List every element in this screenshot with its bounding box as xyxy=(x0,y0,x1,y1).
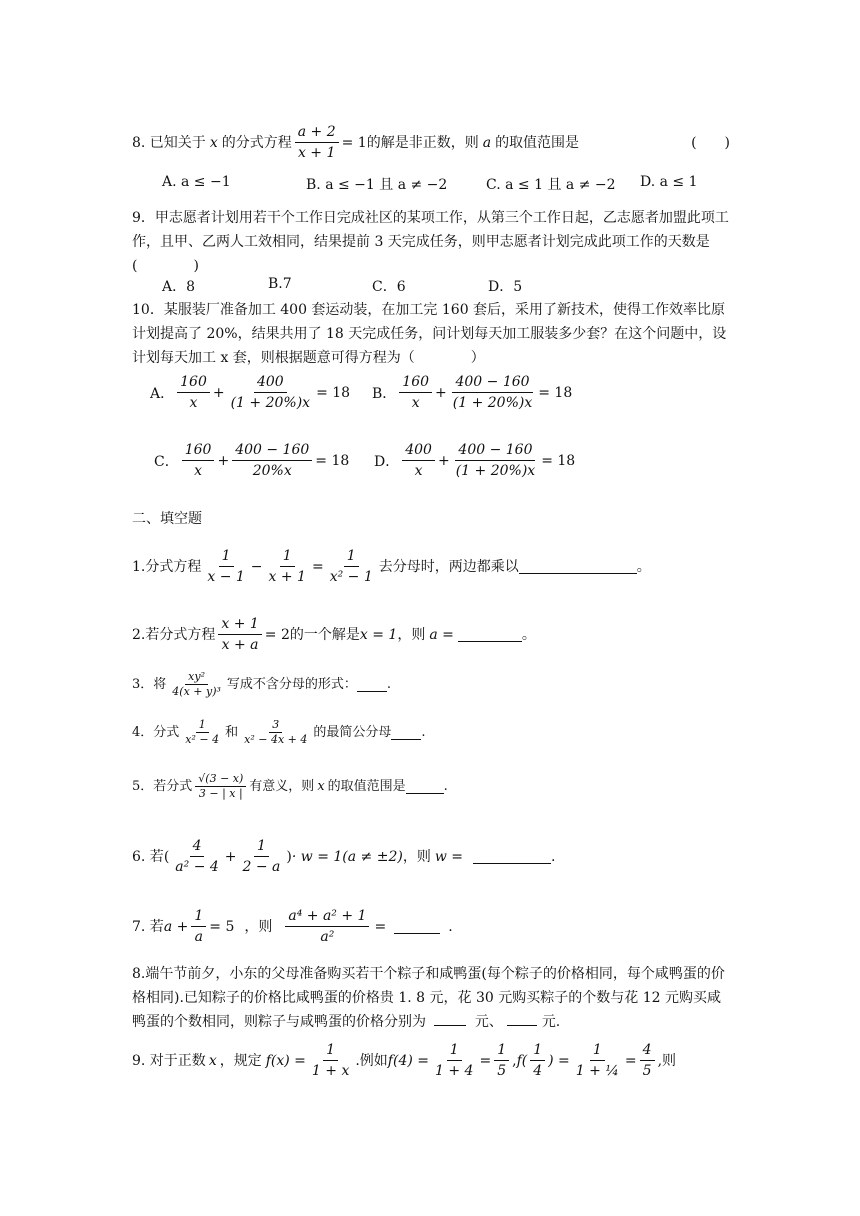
fill-question-3 xyxy=(132,670,730,699)
f4-a-den: x² − 4 xyxy=(185,733,220,746)
q10-b-f2d: (1 + 20%)x xyxy=(452,395,533,411)
f9-eq2: = xyxy=(624,1052,637,1069)
f4-b-den: x² − 4x + 4 xyxy=(244,733,308,746)
f6-b-num: 1 xyxy=(254,836,269,857)
q10-c-f1d: x xyxy=(194,463,203,479)
f9-frac-def xyxy=(309,1040,352,1081)
f6-open-paren: ( xyxy=(163,848,170,865)
f4-prefix: 4．分式 xyxy=(132,724,180,740)
q10-b-rhs: = 18 xyxy=(538,384,573,401)
f7-d1: a xyxy=(194,929,203,945)
f5-frac xyxy=(195,772,246,801)
f9-d4: 5 xyxy=(642,1063,652,1079)
f1-answer-blank[interactable] xyxy=(519,559,637,574)
q8-post2: 的取值范围是 xyxy=(495,134,580,151)
f7-prefix: 7. 若 xyxy=(132,918,164,935)
f3-end: . xyxy=(386,676,392,692)
f2-answer-var: a = xyxy=(429,626,454,643)
f9-prefix: 9. 对于正数 xyxy=(132,1052,206,1069)
f9-sep: , xyxy=(512,1052,517,1069)
q10-b-f2n: 400 − 160 xyxy=(452,372,532,393)
f2-mid: 的一个解是 xyxy=(289,626,360,643)
q9-option-d: D．5 xyxy=(488,279,523,295)
f2-mid2: ，则 xyxy=(397,626,426,643)
f6-end: . xyxy=(551,848,556,865)
f3-num: xy² xyxy=(185,670,208,685)
q8-var-a: a xyxy=(482,134,492,151)
f7-eq5: = 5 xyxy=(209,918,235,935)
q8-option-c: C. a ≤ 1 且 a ≠ −2 xyxy=(486,177,616,193)
f3-answer-blank[interactable] xyxy=(357,677,387,692)
q10-option-c: C． 160 x + $\frac{400 - 160}{20\%x}$ = 18 xyxy=(154,442,350,479)
f2-num: x + 1 xyxy=(218,614,261,635)
f3-prefix: 3．将 xyxy=(132,676,167,692)
f9-end: ,则 xyxy=(657,1052,677,1069)
q10-c-f1n: 160 xyxy=(182,440,215,461)
f1-frac-a xyxy=(204,546,247,587)
fill-question-2 xyxy=(132,614,730,655)
f7-end: . xyxy=(448,918,453,935)
q8-den: x + 1 xyxy=(297,145,336,161)
f6-answer-blank[interactable] xyxy=(473,849,551,864)
q10-c-f2n: 400 − 160 xyxy=(232,440,312,461)
q10-a-rhs: = 18 xyxy=(316,384,351,401)
q10-option-d: D． 400 x + $\frac{400 - 160}{(1 + 20\%)x}$ = 18 xyxy=(374,442,576,479)
f1-end: 。 xyxy=(636,558,651,575)
f9-n1: 1 xyxy=(447,1040,462,1061)
f7-frac-2 xyxy=(285,906,369,947)
f1-a-num: 1 xyxy=(219,546,234,567)
f7-d2: a² xyxy=(320,929,335,945)
f2-answer-blank[interactable] xyxy=(458,627,522,642)
f4-frac-b xyxy=(241,718,310,747)
f4-end: . xyxy=(421,724,426,740)
f6-b-den: 2 − a xyxy=(242,859,281,875)
f7-eq: = xyxy=(374,918,387,935)
f9-n: 1 xyxy=(323,1040,338,1061)
q8-var-x: x xyxy=(209,134,218,151)
f9-eq1: = xyxy=(479,1052,492,1069)
f4-frac-a xyxy=(182,718,222,747)
fill-question-7 xyxy=(132,906,730,947)
q9-option-b: B.7 xyxy=(268,276,292,292)
f7-frac-1 xyxy=(191,906,206,947)
question-9-text: 9．甲志愿者计划用若干个工作日完成社区的某项工作，从第三个工作日起，乙志愿者加盟此项工作，且甲、乙两人工效相同，结果提前 3 天完成任务，则甲志愿者计划完成此项工作的天数是( ) xyxy=(132,210,729,274)
question-8 xyxy=(132,122,730,163)
f1-frac-c xyxy=(327,546,376,587)
f9-mid: ，规定 xyxy=(219,1052,262,1069)
f9-frac-2 xyxy=(494,1040,509,1081)
f9-d2: 5 xyxy=(497,1063,507,1079)
f9-fqc: ) = xyxy=(548,1052,570,1069)
q10-option-a: A． 160 x + $\frac{400}{(1 + 20\%)x}$ = 18 xyxy=(150,374,351,411)
q8-answer-paren: ( ) xyxy=(691,134,730,151)
fill-question-9 xyxy=(132,1040,730,1081)
q10-c-f2d: 20%x xyxy=(252,463,292,479)
f2-prefix: 2.若分式方程 xyxy=(132,626,216,643)
f9-frac-3 xyxy=(573,1040,622,1081)
f6-a-den: a² − 4 xyxy=(175,859,219,875)
f2-end: 。 xyxy=(521,626,536,643)
q10-b-f1d: x xyxy=(411,395,420,411)
q10-a-f1n: 160 xyxy=(177,372,210,393)
f1-prefix: 1.分式方程 xyxy=(132,558,202,575)
f3-frac xyxy=(169,670,224,699)
fill-question-6 xyxy=(132,836,730,877)
f6-rest: · w = 1(a ≠ ±2) xyxy=(291,848,403,865)
f9-frac-4 xyxy=(640,1040,655,1081)
f6-w: w = xyxy=(434,848,464,865)
f1-frac-b xyxy=(266,546,309,587)
q10-c-frac1 xyxy=(182,440,215,481)
f8-answer-blank-2[interactable] xyxy=(507,1011,537,1026)
q10-a-f1d: x xyxy=(189,395,198,411)
f2-eq: = 2 xyxy=(264,626,290,643)
f2-den: x + a xyxy=(221,637,259,653)
f9-frac-q xyxy=(530,1040,545,1081)
fill-question-5 xyxy=(132,772,730,801)
q10-a-f2n: 400 xyxy=(254,372,287,393)
f9-d: 1 + x xyxy=(311,1063,350,1079)
f8-unit-2: 元. xyxy=(541,1014,561,1030)
f4-b-num: 3 xyxy=(269,718,282,733)
f9-qn: 1 xyxy=(530,1040,545,1061)
f1-minus: − xyxy=(250,558,263,575)
f9-fq: f( xyxy=(516,1052,528,1069)
q8-fraction xyxy=(295,122,339,163)
q8-prefix: 8. 已知关于 xyxy=(132,134,206,151)
f9-frac-1 xyxy=(432,1040,476,1081)
f9-d1: 1 + 4 xyxy=(435,1063,474,1079)
f3-post: 写成不含分母的形式： xyxy=(226,676,357,692)
fill-question-1 xyxy=(132,546,730,587)
f6-close-paren: ) xyxy=(286,848,292,865)
q8-option-d: D. a ≤ 1 xyxy=(640,174,698,190)
q8-mid-text: 的分式方程 xyxy=(221,134,292,151)
f5-end: . xyxy=(443,778,448,794)
f7-n1: 1 xyxy=(191,906,206,927)
q10-b-frac2 xyxy=(450,372,535,413)
q10-d-frac1 xyxy=(402,440,435,481)
f9-n2: 1 xyxy=(494,1040,509,1061)
q8-option-b: B. a ≤ −1 且 a ≠ −2 xyxy=(306,177,448,193)
q10-c-rhs: = 18 xyxy=(315,452,350,469)
q10-a-frac2 xyxy=(228,372,313,413)
f6-prefix: 6. 若 xyxy=(132,848,164,865)
q10-d-f1d: x xyxy=(414,463,423,479)
f7-mid: ，则 xyxy=(244,918,273,935)
f5-post2: 的取值范围是 xyxy=(327,778,406,794)
f8-unit-1: 元、 xyxy=(474,1014,503,1030)
f5-answer-blank[interactable] xyxy=(406,779,444,794)
f9-n3: 1 xyxy=(590,1040,605,1061)
f9-n4: 4 xyxy=(640,1040,655,1061)
f4-a-num: 1 xyxy=(196,718,209,733)
f1-c-num: 1 xyxy=(344,546,359,567)
q10-a-frac1 xyxy=(177,372,210,413)
f9-qd: 4 xyxy=(533,1063,543,1079)
f1-post: 去分母时，两边都乘以 xyxy=(378,558,519,575)
f4-post: 的最简公分母 xyxy=(313,724,392,740)
f2-frac xyxy=(218,614,261,655)
f1-a-den: x − 1 xyxy=(207,569,245,585)
f9-f4: f(4) = xyxy=(387,1052,429,1069)
f9-eg: .例如 xyxy=(355,1052,388,1069)
q10-c-label: C． xyxy=(154,453,179,470)
f7-answer-blank[interactable] xyxy=(394,919,440,934)
f5-num: √(3 − x) xyxy=(195,772,246,787)
q8-option-a: A. a ≤ −1 xyxy=(162,174,231,190)
f6-frac-a xyxy=(172,836,222,877)
f5-post: 有意义，则 xyxy=(249,778,315,794)
fill-question-8 xyxy=(132,962,730,1034)
f1-b-den: x + 1 xyxy=(268,569,306,585)
f4-and: 和 xyxy=(225,724,239,740)
f5-prefix: 5．若分式 xyxy=(132,778,193,794)
f6-frac-b xyxy=(240,836,284,877)
section-heading-fill-in: 二、填空题 xyxy=(132,511,202,527)
q10-d-rhs: = 18 xyxy=(541,452,576,469)
f9-var-x: x xyxy=(208,1052,217,1069)
question-10-text: 10．某服装厂准备加工 400 套运动装，在加工完 160 套后，采用了新技术，使得工作效率比原计划提高了 20%，结果共用了 18 天完成任务，问计划每天加工服装多少套？在这个问题中，设计划每天加工 x 套，则根据题意可得方程为（ ） xyxy=(132,302,727,366)
q10-b-label: B． xyxy=(372,385,397,402)
f4-answer-blank[interactable] xyxy=(391,725,421,740)
q9-option-a: A．8 xyxy=(162,279,196,295)
q10-d-f2n: 400 − 160 xyxy=(455,440,535,461)
f6-plus: + xyxy=(224,848,237,865)
q8-eq: = 1 xyxy=(341,134,367,151)
fill-question-4 xyxy=(132,718,730,747)
f9-fx: f(x) = xyxy=(265,1052,306,1069)
f9-d3: 1 + ¼ xyxy=(575,1063,619,1079)
f7-lhs: a + xyxy=(163,918,189,935)
f5-var-x: x xyxy=(317,778,325,794)
f3-den: 4(x + y)³ xyxy=(172,685,221,698)
q9-option-c: C．6 xyxy=(372,279,406,295)
q10-c-frac2 xyxy=(232,440,312,481)
f5-den: 3 − | x | xyxy=(198,787,243,800)
q10-d-f2d: (1 + 20%)x xyxy=(455,463,536,479)
f6-mid: ，则 xyxy=(402,848,431,865)
q10-b-frac1 xyxy=(399,372,432,413)
f1-b-num: 1 xyxy=(280,546,295,567)
f7-n2: a⁴ + a² + 1 xyxy=(285,906,369,927)
f6-a-num: 4 xyxy=(190,836,205,857)
f8-text: 8.端午节前夕，小东的父母准备购买若干个粽子和咸鸭蛋(每个粽子的价格相同，每个咸鸭蛋的价格相同).已知粽子的价格比咸鸭蛋的价格贵 1. 8 元，花 30 元购买粽子的个数与花 12 元购买咸鸭蛋的个数相同，则粽子与咸鸭蛋的价格分别为 xyxy=(132,966,725,1030)
q10-d-f1n: 400 xyxy=(402,440,435,461)
q10-a-label: A． xyxy=(150,385,175,402)
f1-c-den: x² − 1 xyxy=(329,569,373,585)
q8-post: 的解是非正数，则 xyxy=(366,134,479,151)
q10-option-b: B． 160 x + $\frac{400 - 160}{(1 + 20\%)x}$ = 18 xyxy=(372,374,573,411)
f2-solution: x = 1 xyxy=(359,626,398,643)
q8-num: a + 2 xyxy=(295,122,339,143)
q10-a-f2d: (1 + 20%)x xyxy=(230,395,311,411)
q10-d-frac2 xyxy=(453,440,538,481)
q10-b-f1n: 160 xyxy=(399,372,432,393)
f1-eq: = xyxy=(311,558,324,575)
q10-d-label: D． xyxy=(374,453,400,470)
f8-answer-blank-1[interactable] xyxy=(434,1011,466,1026)
